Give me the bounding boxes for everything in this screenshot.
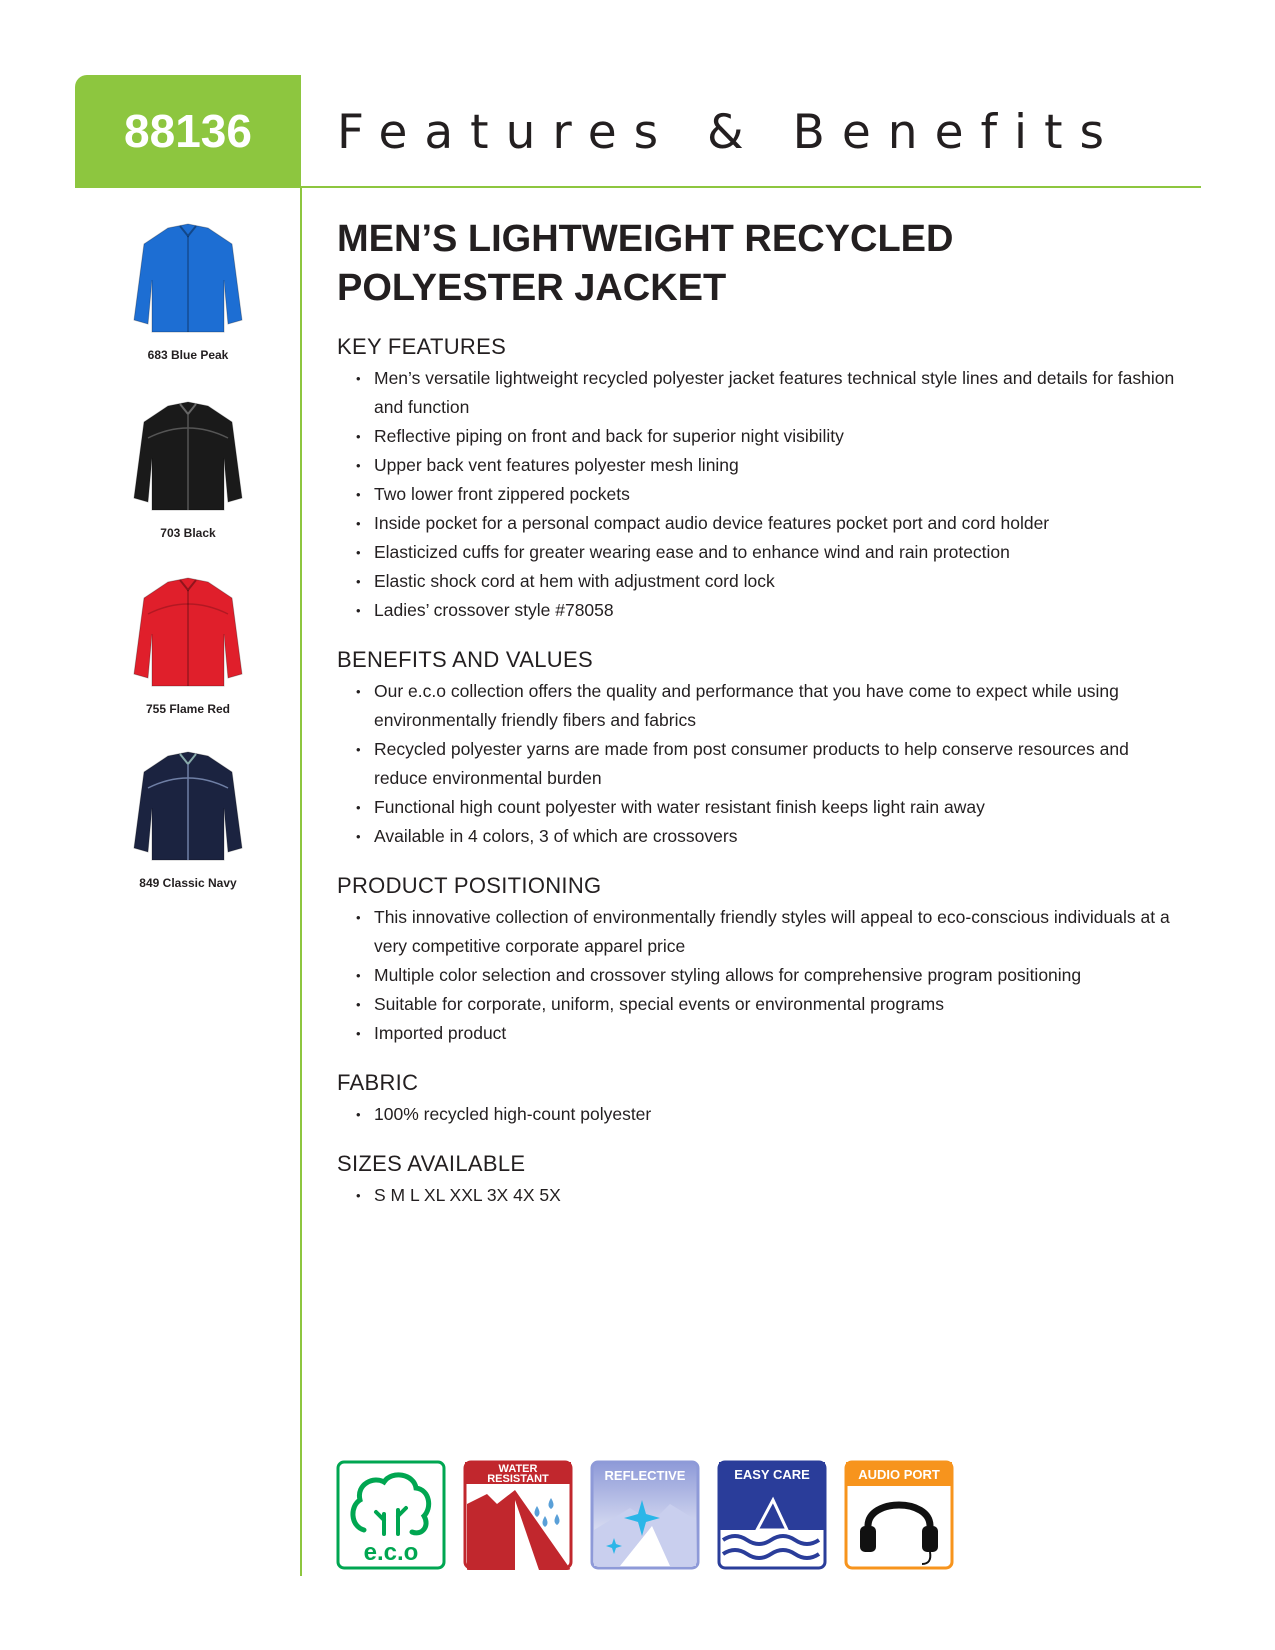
easy-care-badge <box>717 1460 827 1570</box>
section-heading-fabric: FABRIC <box>337 1070 419 1095</box>
section-heading-benefits: BENEFITS AND VALUES <box>337 647 593 672</box>
reflective-badge <box>590 1460 700 1570</box>
benefits-list <box>337 677 1187 851</box>
section-heading-sizes: SIZES AVAILABLE <box>337 1151 526 1176</box>
swatch-label: 683 Blue Peak <box>147 348 229 362</box>
list-item: • Functional high count polyester with water resistant finish keeps light rain away <box>337 793 1187 822</box>
jacket-icon <box>128 748 248 866</box>
list-item: • Elasticized cuffs for greater wearing ease and to enhance wind and rain protection <box>337 538 1187 567</box>
sizes-list <box>337 1181 1187 1210</box>
water-label-line2: RESISTANT <box>487 1473 549 1485</box>
reflective-label: REFLECTIVE <box>604 1468 686 1483</box>
list-item: • Two lower front zippered pockets <box>337 480 1187 509</box>
eco-label: e.c.o <box>363 1539 419 1566</box>
easy-care-label: EASY CARE <box>734 1467 810 1482</box>
key-features-list <box>337 364 1187 625</box>
swatch-classic-navy <box>118 748 258 890</box>
page-title: Features & Benefits <box>337 105 1122 160</box>
list-item: • Multiple color selection and crossover styling allows for comprehensive program positioning <box>337 961 1187 990</box>
section-heading-positioning: PRODUCT POSITIONING <box>337 873 602 898</box>
list-item: • This innovative collection of environmentally friendly styles will appeal to eco-conscious individuals at a very competitive corporate apparel price <box>337 903 1187 961</box>
main-content <box>337 215 1187 1210</box>
list-item: • S M L XL XXL 3X 4X 5X <box>337 1181 1187 1210</box>
positioning-list <box>337 903 1187 1048</box>
sidebar-divider <box>300 186 302 1576</box>
list-item: • Inside pocket for a personal compact audio device features pocket port and cord holder <box>337 509 1187 538</box>
water-resistant-badge <box>463 1460 573 1570</box>
section-heading-key-features: KEY FEATURES <box>337 334 507 359</box>
product-title: MEN’S LIGHTWEIGHT RECYCLED POLYESTER JACKET <box>337 218 954 309</box>
swatch-label: 755 Flame Red <box>145 702 231 716</box>
swatch-flame-red <box>118 574 258 716</box>
list-item: • 100% recycled high-count polyester <box>337 1100 1187 1129</box>
jacket-icon <box>128 398 248 516</box>
list-item: • Imported product <box>337 1019 1187 1048</box>
swatch-black <box>118 398 258 540</box>
style-number-tab <box>75 75 301 188</box>
eco-badge <box>336 1460 446 1570</box>
swatch-blue-peak <box>118 220 258 362</box>
audio-port-badge <box>844 1460 954 1570</box>
list-item: • Recycled polyester yarns are made from post consumer products to help conserve resources and reduce environmental burden <box>337 735 1187 793</box>
list-item: • Ladies’ crossover style #78058 <box>337 596 1187 625</box>
list-item: • Men’s versatile lightweight recycled polyester jacket features technical style lines and details for fashion and function <box>337 364 1187 422</box>
style-number: 88136 <box>124 105 252 157</box>
header-divider <box>75 186 1201 188</box>
swatch-label: 849 Classic Navy <box>139 876 237 890</box>
list-item: • Upper back vent features polyester mesh lining <box>337 451 1187 480</box>
fabric-list <box>337 1100 1187 1129</box>
list-item: • Suitable for corporate, uniform, special events or environmental programs <box>337 990 1187 1019</box>
list-item: • Reflective piping on front and back for superior night visibility <box>337 422 1187 451</box>
jacket-icon <box>128 574 248 692</box>
audio-port-label: AUDIO PORT <box>858 1467 940 1482</box>
list-item: • Our e.c.o collection offers the quality and performance that you have come to expect while using environmentally friendly fibers and fabrics <box>337 677 1187 735</box>
water-label-line1: WATER <box>498 1463 538 1475</box>
jacket-icon <box>128 220 248 338</box>
list-item: • Available in 4 colors, 3 of which are crossovers <box>337 822 1187 851</box>
list-item: • Elastic shock cord at hem with adjustment cord lock <box>337 567 1187 596</box>
swatch-label: 703 Black <box>160 526 216 540</box>
